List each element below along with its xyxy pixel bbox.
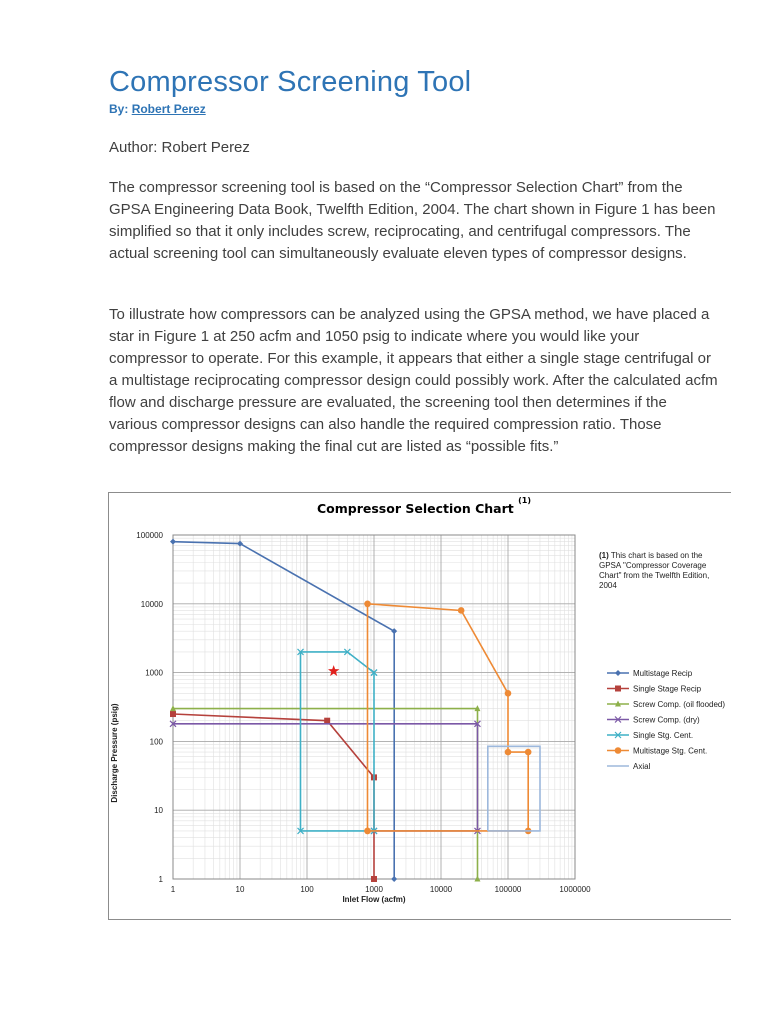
byline-label: By:: [109, 102, 129, 116]
author-line: Author: Robert Perez: [109, 139, 250, 156]
figure-compressor-chart: [108, 492, 731, 920]
x-tick-label: 100000: [494, 885, 522, 894]
x-axis-label: Inlet Flow (acfm): [342, 895, 406, 904]
x-tick-label: 1: [170, 885, 176, 894]
x-tick-label: 10: [235, 885, 245, 894]
chart-footnote: (1) This chart is based on the GPSA "Compressor Coverage Chart" from the Twelfth Edition, 2004: [599, 551, 710, 590]
legend-label-axial: Axial: [633, 762, 651, 771]
series-line-multistage-recip: [173, 542, 394, 879]
legend-marker-multistage-recip: [615, 670, 621, 676]
series-line-axial: [488, 746, 540, 831]
data-point-single-stage-recip: [170, 711, 176, 717]
legend-label-multistage-recip: Multistage Recip: [633, 669, 693, 678]
author-link[interactable]: Robert Perez: [131, 102, 206, 116]
y-axis-label: Discharge Pressure (psig): [110, 703, 119, 803]
operating-point-star: [328, 665, 339, 676]
byline: [109, 102, 206, 116]
series-line-single-stage-recip: [173, 714, 374, 879]
legend-marker-single-stage-recip: [615, 686, 621, 692]
data-point-single-stage-recip: [371, 876, 377, 882]
x-tick-label: 1000000: [559, 885, 591, 894]
series-line-multistage-stg-cent: [368, 604, 529, 831]
legend-label-multistage-stg-cent: Multistage Stg. Cent.: [633, 746, 708, 756]
paragraph-example: To illustrate how compressors can be analyzed using the GPSA method, we have placed a star in Figure 1 at 250 acfm and 1050 psig to indicate where you would like your compressor to operate. For this example, it appears that either a single stage centrifugal or a multistage reciprocating compressor design could possibly work. After the calculated acfm flow and discharge pressure are evaluated, the screening tool then determines if the various compressor designs can also handle the required compression ratio. Those compressor designs making the final cut are listed as “possible fits.”: [109, 306, 718, 455]
chart-plot: [109, 493, 731, 919]
legend-label-single-stage-recip: Single Stage Recip: [633, 684, 702, 694]
data-point-multistage-stg-cent: [505, 690, 512, 697]
data-point-single-stage-recip: [324, 718, 330, 724]
y-tick-label: 100000: [136, 531, 163, 540]
data-point-multistage-stg-cent: [505, 749, 512, 756]
x-tick-label: 1000: [365, 885, 383, 894]
y-tick-label: 10: [154, 806, 163, 816]
legend-label-screw-comp-dry: Screw Comp. (dry): [633, 715, 700, 725]
chart-title: Compressor Selection Chart $^{(1)}$: [316, 496, 531, 517]
data-point-multistage-stg-cent: [458, 607, 465, 614]
data-point-multistage-stg-cent: [364, 601, 371, 608]
paragraph-intro: The compressor screening tool is based on the “Compressor Selection Chart” from the GPSA Engineering Data Book, Twelfth Edition, 2004. The chart shown in Figure 1 has been simplified so that it only includes screw, reciprocating, and centrifugal compressors. The actual screening tool can simultaneously evaluate eleven types of compressor designs.: [109, 179, 716, 262]
legend-marker-multistage-stg-cent: [615, 747, 622, 754]
data-point-multistage-recip: [170, 539, 176, 545]
page-title: Compressor Screening Tool: [109, 66, 472, 98]
y-tick-label: 100: [149, 737, 163, 747]
data-point-multistage-stg-cent: [525, 749, 532, 756]
series-line-screw-comp-oil-flooded: [173, 709, 478, 879]
x-tick-label: 100: [300, 885, 314, 894]
y-tick-label: 1000: [145, 668, 163, 678]
y-tick-label: 1: [158, 875, 163, 884]
data-point-multistage-recip: [391, 876, 397, 882]
x-tick-label: 10000: [429, 885, 453, 894]
data-point-multistage-stg-cent: [364, 828, 371, 835]
legend-label-single-stg-cent: Single Stg. Cent.: [633, 731, 694, 740]
legend-label-screw-comp-oil-flooded: Screw Comp. (oil flooded): [633, 700, 726, 709]
y-tick-label: 10000: [140, 599, 163, 609]
